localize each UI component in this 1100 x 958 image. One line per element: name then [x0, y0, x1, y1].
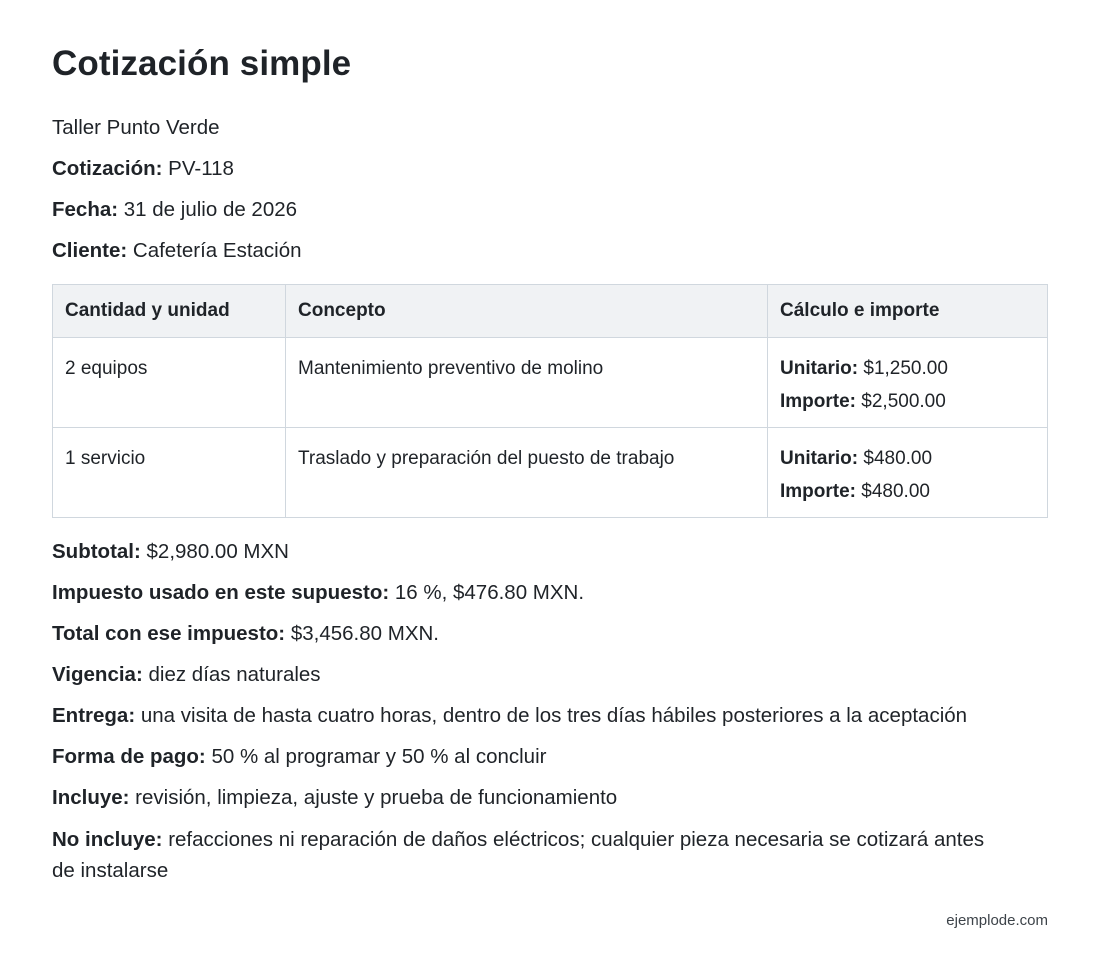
unit-price-line	[780, 442, 1035, 475]
payment-line	[52, 742, 1052, 772]
client-label: Cliente:	[52, 239, 128, 262]
total-value: $3,456.80 MXN.	[290, 622, 439, 645]
row-quantity: 2 equipos	[53, 338, 286, 428]
company-name: Taller Punto Verde	[52, 116, 220, 139]
validity-value: diez días naturales	[148, 663, 321, 686]
column-header-concept: Concepto	[286, 285, 768, 338]
excludes-value: refacciones ni reparación de daños eléctricos; cualquier pieza necesaria se cotizará antes de instalarse	[52, 828, 985, 882]
tax-line	[52, 578, 1052, 608]
total-label: Total con ese impuesto:	[52, 622, 286, 645]
tax-label: Impuesto usado en este supuesto:	[52, 581, 390, 604]
page-title: Cotización simple	[52, 44, 352, 83]
unit-price-line	[780, 352, 1035, 385]
row-quantity: 1 servicio	[53, 428, 286, 518]
items-table	[52, 284, 1048, 518]
includes-line	[52, 783, 1052, 813]
unit-price-label: Unitario:	[780, 358, 859, 379]
payment-value: 50 % al programar y 50 % al concluir	[211, 745, 547, 768]
date-value: 31 de julio de 2026	[123, 198, 298, 221]
source-link[interactable]: ejemplode.com	[946, 912, 1048, 929]
subtotal-label: Subtotal:	[52, 540, 141, 563]
date-label: Fecha:	[52, 198, 119, 221]
delivery-value: una visita de hasta cuatro horas, dentro de los tres días hábiles posteriores a la aceptación	[140, 704, 968, 727]
includes-value: revisión, limpieza, ajuste y prueba de funcionamiento	[135, 786, 618, 809]
quote-summary	[52, 537, 1052, 897]
row-calculation	[768, 428, 1048, 518]
delivery-line	[52, 701, 1052, 731]
amount-value: $480.00	[861, 481, 930, 502]
validity-label: Vigencia:	[52, 663, 143, 686]
date-line	[52, 195, 1048, 225]
excludes-line	[52, 824, 1012, 886]
quote-header	[52, 113, 1048, 277]
tax-value: 16 %, $476.80 MXN.	[394, 581, 585, 604]
column-header-calculation: Cálculo e importe	[768, 285, 1048, 338]
amount-label: Importe:	[780, 481, 856, 502]
client-value: Cafetería Estación	[132, 239, 302, 262]
table-header-row	[53, 285, 1048, 338]
amount-line	[780, 385, 1035, 418]
delivery-label: Entrega:	[52, 704, 136, 727]
subtotal-line	[52, 537, 1052, 567]
includes-label: Incluye:	[52, 786, 130, 809]
column-header-quantity: Cantidad y unidad	[53, 285, 286, 338]
unit-price-value: $480.00	[863, 448, 933, 469]
total-line	[52, 619, 1052, 649]
amount-value: $2,500.00	[861, 391, 946, 412]
unit-price-label: Unitario:	[780, 448, 859, 469]
validity-line	[52, 660, 1052, 690]
unit-price-value: $1,250.00	[863, 358, 948, 379]
amount-label: Importe:	[780, 391, 856, 412]
table-row	[53, 428, 1048, 518]
client-line	[52, 236, 1048, 266]
amount-line	[780, 475, 1035, 508]
row-concept: Traslado y preparación del puesto de trabajo	[286, 428, 768, 518]
quote-number-line	[52, 154, 1048, 184]
row-concept: Mantenimiento preventivo de molino	[286, 338, 768, 428]
quote-number-label: Cotización:	[52, 157, 163, 180]
excludes-label: No incluye:	[52, 828, 163, 851]
row-calculation	[768, 338, 1048, 428]
table-row	[53, 338, 1048, 428]
subtotal-value: $2,980.00 MXN	[146, 540, 289, 563]
quote-number-value: PV-118	[168, 157, 234, 180]
payment-label: Forma de pago:	[52, 745, 206, 768]
